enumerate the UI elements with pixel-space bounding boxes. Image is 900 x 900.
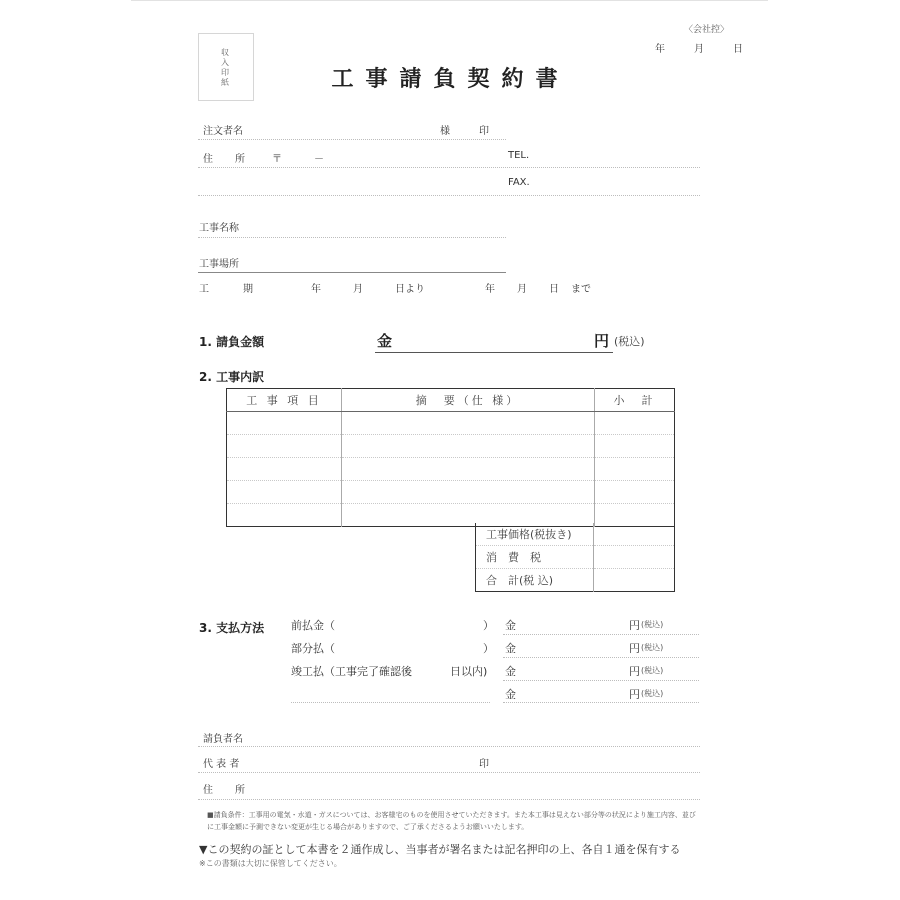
row2-spec[interactable] (342, 435, 595, 458)
completion-tax-note: (税込) (641, 666, 664, 675)
row5-item[interactable] (227, 504, 342, 527)
tel-label: TEL. (508, 150, 530, 161)
contractor-address-label: 住 所 (203, 785, 251, 796)
completion-label: 竣工払（工事完了確認後 (291, 665, 412, 678)
row3-item[interactable] (227, 458, 342, 481)
summary-price-value[interactable] (594, 523, 675, 546)
postal-mark: 〒 (272, 154, 282, 165)
completion-kin: 金 (505, 665, 516, 678)
client-address-label: 住 所 (203, 154, 251, 165)
amount-underline (375, 352, 613, 353)
partial-tax-note: (税込) (641, 643, 664, 652)
project-place-line (198, 272, 506, 273)
client-address-line-2 (198, 195, 700, 196)
project-name-label: 工事名称 (199, 223, 239, 234)
row1-subtotal[interactable] (595, 412, 675, 435)
breakdown-header-row (227, 389, 675, 412)
header-spec: 摘 要（仕 様） (342, 389, 595, 412)
client-seal: 印 (479, 126, 489, 137)
amount-yen: 円 (594, 332, 610, 350)
summary-row (476, 569, 675, 592)
summary-row (476, 546, 675, 569)
certification-note: ▼この契約の証として本書を２通作成し、当事者が署名または記名押印の上、各自１通を保有する (199, 843, 681, 856)
header-item: 工 事 項 目 (227, 389, 342, 412)
advance-kin: 金 (505, 619, 516, 632)
revenue-stamp-box (198, 33, 254, 101)
contractor-name-line (198, 746, 700, 747)
period-to-month: 月 (517, 284, 527, 295)
date-month: 月 (694, 44, 704, 55)
contractor-address-line (198, 799, 700, 800)
project-name-line (198, 237, 506, 238)
period-from-month: 月 (353, 284, 363, 295)
advance-label: 前払金（ (291, 619, 335, 632)
period-to-year: 年 (485, 284, 495, 295)
payment-left-line (291, 702, 490, 703)
client-name-label: 注文者名 (203, 126, 243, 137)
row4-spec[interactable] (342, 481, 595, 504)
document-title: 工事請負契約書 (331, 67, 570, 92)
summary-total-label: 合 計(税 込) (476, 569, 594, 592)
copy-label: 〈会社控〉 (684, 25, 730, 35)
amount-section-label: 1. 請負金額 (199, 335, 265, 349)
contractor-name-label: 請負者名 (203, 734, 243, 745)
period-from-day: 日より (395, 284, 425, 295)
partial-label: 部分払（ (291, 642, 335, 655)
table-row (227, 481, 675, 504)
contractor-rep-label: 代 表 者 (203, 759, 240, 770)
project-period-label: 工 期 (199, 284, 265, 295)
revenue-stamp-label: 収入印紙 (221, 48, 229, 87)
summary-total-value[interactable] (594, 569, 675, 592)
header-subtotal: 小 計 (595, 389, 675, 412)
partial-line (503, 657, 699, 658)
fax-label: FAX. (508, 177, 530, 188)
client-sama: 様 (440, 126, 450, 137)
row3-subtotal[interactable] (595, 458, 675, 481)
postal-dash: － (314, 154, 324, 165)
partial-yen: 円 (629, 642, 640, 655)
project-place-label: 工事場所 (199, 259, 239, 270)
partial-kin: 金 (505, 642, 516, 655)
summary-price-label: 工事価格(税抜き) (476, 523, 594, 546)
date-year: 年 (655, 44, 665, 55)
summary-tax-value[interactable] (594, 546, 675, 569)
advance-tax-note: (税込) (641, 620, 664, 629)
period-to-made: まで (571, 284, 591, 295)
advance-close: ） (483, 619, 494, 632)
date-day: 日 (733, 44, 743, 55)
other-yen: 円 (629, 688, 640, 701)
other-kin: 金 (505, 688, 516, 701)
summary-table (475, 523, 675, 592)
contractor-seal: 印 (479, 759, 489, 770)
contractor-rep-line (198, 772, 700, 773)
completion-close: 日以内) (450, 665, 488, 678)
row2-item[interactable] (227, 435, 342, 458)
row4-item[interactable] (227, 481, 342, 504)
page-top-edge (131, 0, 768, 1)
payment-section-label: 3. 支払方法 (199, 621, 265, 635)
completion-line (503, 680, 699, 681)
amount-tax-note: (税込) (614, 335, 645, 348)
amount-kin: 金 (377, 332, 393, 350)
client-name-line (198, 139, 506, 140)
summary-tax-label: 消 費 税 (476, 546, 594, 569)
table-row (227, 458, 675, 481)
table-row (227, 435, 675, 458)
breakdown-section-label: 2. 工事内訳 (199, 370, 265, 384)
summary-row (476, 523, 675, 546)
other-tax-note: (税込) (641, 689, 664, 698)
advance-line (503, 634, 699, 635)
period-to-day: 日 (549, 284, 559, 295)
breakdown-table (226, 388, 675, 527)
row1-spec[interactable] (342, 412, 595, 435)
other-line (503, 702, 699, 703)
row4-subtotal[interactable] (595, 481, 675, 504)
row2-subtotal[interactable] (595, 435, 675, 458)
conditions-note: ■請負条件：工事用の電気・水道・ガスについては、お客様宅のものを使用させていただきます。また本工事は見えない部分等の状況により施工内容、並びに工事金額に予測できない変更が生じる場合がありますので、ご了承くださるようお願いいたします。 (207, 811, 696, 831)
row3-spec[interactable] (342, 458, 595, 481)
client-address-line (198, 167, 700, 168)
advance-yen: 円 (629, 619, 640, 632)
partial-close: ） (483, 642, 494, 655)
row1-item[interactable] (227, 412, 342, 435)
completion-yen: 円 (629, 665, 640, 678)
table-row (227, 412, 675, 435)
period-from-year: 年 (311, 284, 321, 295)
keep-note: ※この書類は大切に保管してください。 (199, 859, 342, 868)
